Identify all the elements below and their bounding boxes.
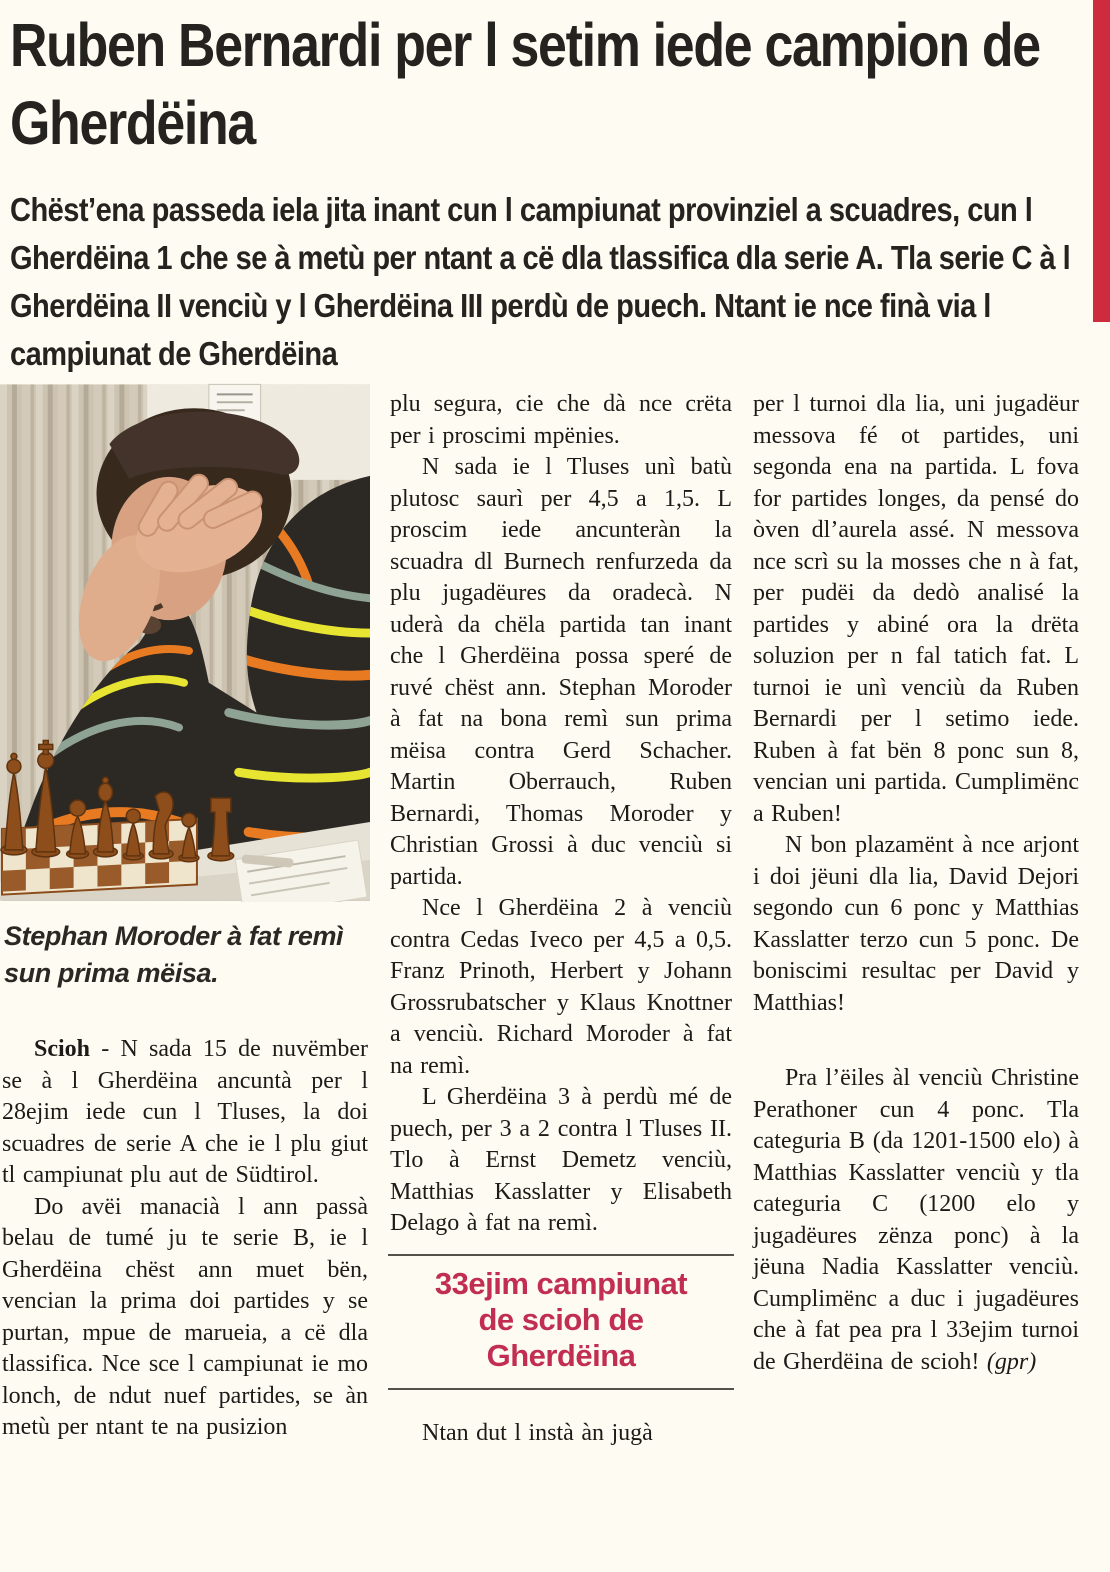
article-paragraph: N sada ie l Tluses unì batù plutosc saurì per 4,5 a 1,5. L proscim iede ancunteràn la scuadra dl Burnech renfurzeda da plu jugadëures da oradecà. N uderà da chëla partida tan inant che l Gherdëina possa speré de ruvé chëst ann. Stephan Moroder à fat na bona remì sun prima mëisa contra Gerd Schacher. Martin Oberrauch, Ruben Bernardi, Thomas Moroder y Christian Grossi à duc venciù si partida.	[390, 454, 732, 890]
paragraph-text: Pra l’ëiles àl venciù Christine Perathoner cun 4 ponc. Tla categuria B (da 1201-1500 elo) à Matthias Kasslatter venciù y tla categuria C (1200 elo y jugadëures zënza ponc) à la jëuna Nadia Kasslatter venciù. Cumplimënc a duc i jugadëures che à fat pea pra l 33ejim turnoi de Gherdëina de scioh!	[753, 1065, 1079, 1375]
article-paragraph: per l turnoi dla lia, uni jugadëur messova fé ot partides, uni segonda ena na partida. L fova for partides longes, da pensé do òven dl’aurela assé. N messova nce scrì su la mosses che n à fat, per pudëi da dedò analisé la partides y abiné ora la drëta soluzion per n fal tatich fat. L turnoi ie unì venciù da Ruben Bernardi per l setimo iede. Ruben à fat bën 8 ponc sun 8, vencian uni partida. Cumplimënc a Ruben!	[753, 391, 1079, 827]
article-paragraph: N bon plazamënt à nce arjont i doi jëuni dla lia, David Dejori segondo cun 6 ponc y Matthias Kasslatter terzo cun 5 ponc. De boniscimi resultac per David y Matthias!	[753, 832, 1079, 1016]
article-paragraph: L Gherdëina 3 à perdù mé de puech, per 3 a 2 contra l Tluses II. Tlo à Ernst Demetz venciù, Matthias Kasslatter y Elisabeth Delago à fat na remì.	[390, 1084, 732, 1236]
author-byline: (gpr)	[986, 1348, 1037, 1375]
article-paragraph: Do avëi manacià l ann passà belau de tumé ju te serie B, ie l Gherdëina chëst ann muet bën, vencian la prima doi partides y se purtan, mpue de marueia, a cë dla tlassifica. Nce sce l campiunat ie mo lonch, de ndut nuef partides, se àn metù per ntant te na pusizion	[2, 1193, 368, 1440]
paragraph-text: - N sada 15 de nuvëmber se à l Gherdëina ancuntà per l 28ejim iede cun l Tluses, la doi scuadres de serie A che ie l plu giut tl campiunat plu aut de Südtirol.	[2, 1036, 368, 1188]
photo-stephan-moroder	[0, 383, 370, 902]
column-right	[751, 389, 1081, 1378]
article-paragraph: plu segura, cie che dà nce crëta per i proscimi mpënies.	[390, 391, 732, 449]
column-middle	[388, 389, 734, 1449]
article-paragraph: Nce l Gherdëina 2 à venciù contra Cedas Iveco per 4,5 a 0,5. Franz Prinoth, Herbert y Johann Grossrubatscher y Klaus Knottner a venciù. Richard Moroder à fat na remì.	[390, 895, 732, 1079]
photo-caption: Stephan Moroder à fat remì sun prima mëisa.	[4, 921, 344, 988]
paragraph-lead-in: Scioh	[34, 1036, 91, 1062]
article-paragraph	[0, 1034, 370, 1192]
page-title: Ruben Bernardi per l setim iede campion de Gherdëina	[10, 11, 1040, 157]
section-subheading: 33ejim campiunat de scioh de Gherdëina	[434, 1265, 688, 1373]
article-paragraph: Ntan dut l instà àn jugà	[422, 1419, 653, 1446]
column-left	[0, 383, 370, 1444]
chess-player-photo	[0, 383, 370, 902]
article-paragraph	[751, 1063, 1081, 1378]
lead-paragraph: Chëst’ena passeda iela jita inant cun l campiunat provinziel a scuadres, cun l Gherdëina 1 che se à metù per ntant a cë dla tlassifica dla serie A. Tla serie C à l Gherdëina II venciù y l Gherdëina III perdù de puech. Ntant ie nce finà via l campiunat de Gherdëina	[10, 191, 1071, 372]
section-subheading-block	[388, 1254, 734, 1390]
page-edge-color-bar	[1093, 0, 1110, 322]
